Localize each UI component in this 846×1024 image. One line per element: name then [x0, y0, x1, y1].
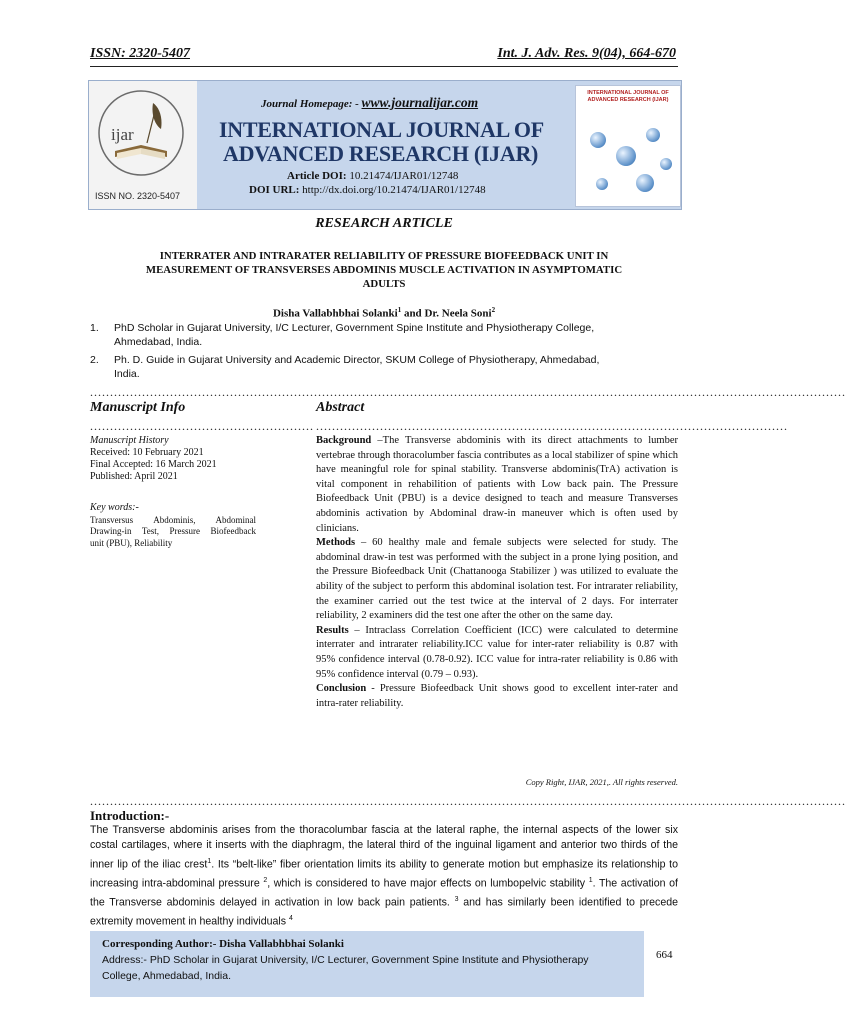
- molecule-node: [660, 158, 672, 170]
- affiliation-number: 1.: [90, 322, 99, 334]
- keywords-line: Drawing-in Test, Pressure Biofeedback: [90, 526, 256, 536]
- doi-value: 10.21474/IJAR01/12748: [349, 170, 459, 182]
- corresponding-author-box: [90, 931, 644, 997]
- author-name: Dr. Neela Soni: [424, 307, 492, 320]
- author-affil-marker: 1: [397, 306, 402, 314]
- journal-cover-thumbnail: [575, 85, 681, 207]
- keywords-line: unit (PBU), Reliability: [90, 537, 173, 548]
- affiliation-text: Ph. D. Guide in Gujarat University and Academic Director, SKUM College of Physiotherapy, Ahmedabad, India.: [114, 354, 600, 380]
- affiliation-list: [90, 321, 680, 381]
- homepage-link[interactable]: www.journalijar.com: [361, 95, 479, 110]
- cover-title: INTERNATIONAL JOURNAL OF ADVANCED RESEARCH (IJAR): [587, 90, 669, 103]
- title-line: INTERRATER AND INTRARATER RELIABILITY OF PRESSURE BIOFEEDBACK UNIT IN: [159, 250, 609, 262]
- citation-marker: 1: [207, 857, 212, 865]
- molecule-node: [616, 146, 636, 166]
- affiliation-item: [90, 353, 680, 381]
- homepage-label: Journal Homepage: -: [261, 98, 362, 110]
- author-affil-marker: 2: [491, 306, 496, 314]
- molecule-node: [636, 174, 654, 192]
- results-text: – Intraclass Correlation Coefficient (ICC) were calculated to determine interrater and intrarater reliability.ICC value for inter-rater reliability is 0.87 with 95% confidence interval (0.78-0.92). ICC value for intra-rater reliability is 0.86 with 95% confidence interval (0.79 – 0.93).: [316, 624, 678, 680]
- page-number: 664: [656, 949, 673, 961]
- corresponding-author: Corresponding Author:- Disha Vallabhbhai Solanki: [102, 938, 344, 950]
- received-date: Received: 10 February 2021: [90, 447, 204, 458]
- section-divider: .............................................................................................................................................................................................: [90, 385, 846, 399]
- homepage-line: [261, 95, 478, 111]
- doi-url-link[interactable]: http://dx.doi.org/10.21474/IJAR01/12748: [302, 184, 486, 196]
- title-line: ADULTS: [362, 278, 406, 290]
- manuscript-divider: ........................................................: [90, 419, 314, 433]
- abstract-divider: ......................................................................................................................: [316, 419, 788, 433]
- journal-title-line1: INTERNATIONAL JOURNAL OF: [219, 117, 544, 142]
- citation-marker: 2: [263, 876, 268, 884]
- background-text: –The Transverse abdominis with its direct attachments to lumber vertebrae through thoracolumber fascia contributes as a local stabilizer of spine which have meaningful role for spinal stability. Transverse abdominis(TrA) activation is vital component in rehabilition of patients with Low back pain. The Pressure Biofeedback Unit (PBU) is a device designed to teach and measure Transverses abdominis activation by Abdominal draw-in maneuver which is often used by clinicians.: [316, 435, 678, 534]
- published-date: Published: April 2021: [90, 471, 178, 482]
- keywords-label: Key words:-: [90, 502, 139, 513]
- article-doi: [287, 170, 458, 182]
- article-title: [90, 249, 678, 291]
- citation-marker: 3: [454, 895, 459, 903]
- article-type: RESEARCH ARTICLE: [315, 216, 453, 231]
- introduction-heading: Introduction:-: [90, 808, 170, 823]
- manuscript-info-heading: Manuscript Info: [90, 400, 186, 415]
- affiliation-text: PhD Scholar in Gujarat University, I/C Lecturer, Government Spine Institute and Physiotherapy College, Ahmedabad, India.: [114, 322, 595, 348]
- keywords-line: Transversus Abdominis, Abdominal: [90, 514, 256, 525]
- citation-marker: 4: [289, 914, 293, 922]
- copyright-notice: Copy Right, IJAR, 2021,. All rights reserved.: [525, 777, 678, 787]
- accepted-date: Final Accepted: 16 March 2021: [90, 459, 217, 470]
- results-label: Results: [316, 624, 349, 636]
- abstract-heading: Abstract: [316, 400, 365, 415]
- affiliation-item: [90, 321, 680, 349]
- section-divider: .............................................................................................................................................................................................: [90, 794, 846, 808]
- affiliation-number: 2.: [90, 354, 99, 366]
- header-rule: [90, 66, 678, 67]
- author-name: Disha Vallabhbhai Solanki: [272, 307, 398, 320]
- abstract-conclusion: [316, 682, 678, 711]
- logo-text: ijar: [111, 125, 134, 144]
- abstract-methods: [316, 536, 678, 624]
- methods-text: – 60 healthy male and female subjects were selected for study. The abdominal draw-in test was performed with the subject in a prone lying position, and the Pressure Biofeedback Unit (Chattanooga Stabilizer ) was utilized to evaluate the ability of the subject to perform this abdominal isolation test. For intrarater reliability, the examiner carried out the test twice at the interval of 2 days. For interrater reliability, 2 examiners did the test one after the other on the same day.: [316, 537, 678, 622]
- keywords: [90, 502, 256, 549]
- introduction-paragraph: The Transverse abdominis arises from the thoracolumbar fascia at the lateral raphe, the internal aspects of the lower six costal cartilages, where it inserts with the diaphragm, the lateral third of the inguinal ligament and anterior two thirds of the inner lip of the iliac crest$^1$. Its “belt-like” fiber orientation limits its ability to generate motion but emphasize its relationship to increasing intra-abdominal pressure $^2$, which is considered to have major effects on lumbopelvic stability $^1$. The activation of the Transverse abdominis delayed in activation in low back pain patients. $^3$ and has similarly been identified to precede extremity movement in healthy individuals $^4$: [90, 824, 678, 928]
- conclusion-text: - Pressure Biofeedback Unit shows good to excellent inter-rater and intra-rater reliability.: [316, 683, 678, 709]
- issn-box-label: ISSN NO. 2320-5407: [95, 191, 181, 201]
- conclusion-label: Conclusion: [316, 683, 367, 695]
- title-line: MEASUREMENT OF TRANSVERSES ABDOMINIS MUSCLE ACTIVATION IN ASYMPTOMATIC: [145, 264, 623, 276]
- authors: [0, 306, 768, 320]
- methods-label: Methods: [316, 537, 356, 549]
- molecule-node: [596, 178, 608, 190]
- doi-url: [249, 184, 486, 196]
- history-label: Manuscript History: [90, 435, 169, 446]
- issn-header: ISSN: 2320-5407: [90, 46, 190, 61]
- author-address: Address:- PhD Scholar in Gujarat University, I/C Lecturer, Government Spine Institute and Physiotherapy College, Ahmedabad, India.: [102, 954, 589, 982]
- abstract-body: [316, 434, 678, 711]
- journal-banner: [88, 80, 682, 210]
- citation-header: Int. J. Adv. Res. 9(04), 664-670: [497, 46, 676, 61]
- journal-title-line2: ADVANCED RESEARCH (IJAR): [223, 141, 539, 166]
- background-label: Background: [316, 435, 372, 446]
- citation-marker: 1: [588, 876, 593, 884]
- journal-logo: [89, 81, 197, 209]
- doi-label: Article DOI:: [287, 170, 347, 182]
- abstract-results: [316, 624, 678, 682]
- author-and: and: [401, 307, 425, 320]
- abstract-background: [316, 434, 678, 536]
- doi-url-label: DOI URL:: [249, 184, 300, 196]
- molecule-node: [646, 128, 660, 142]
- molecule-node: [590, 132, 606, 148]
- manuscript-history: [90, 435, 300, 482]
